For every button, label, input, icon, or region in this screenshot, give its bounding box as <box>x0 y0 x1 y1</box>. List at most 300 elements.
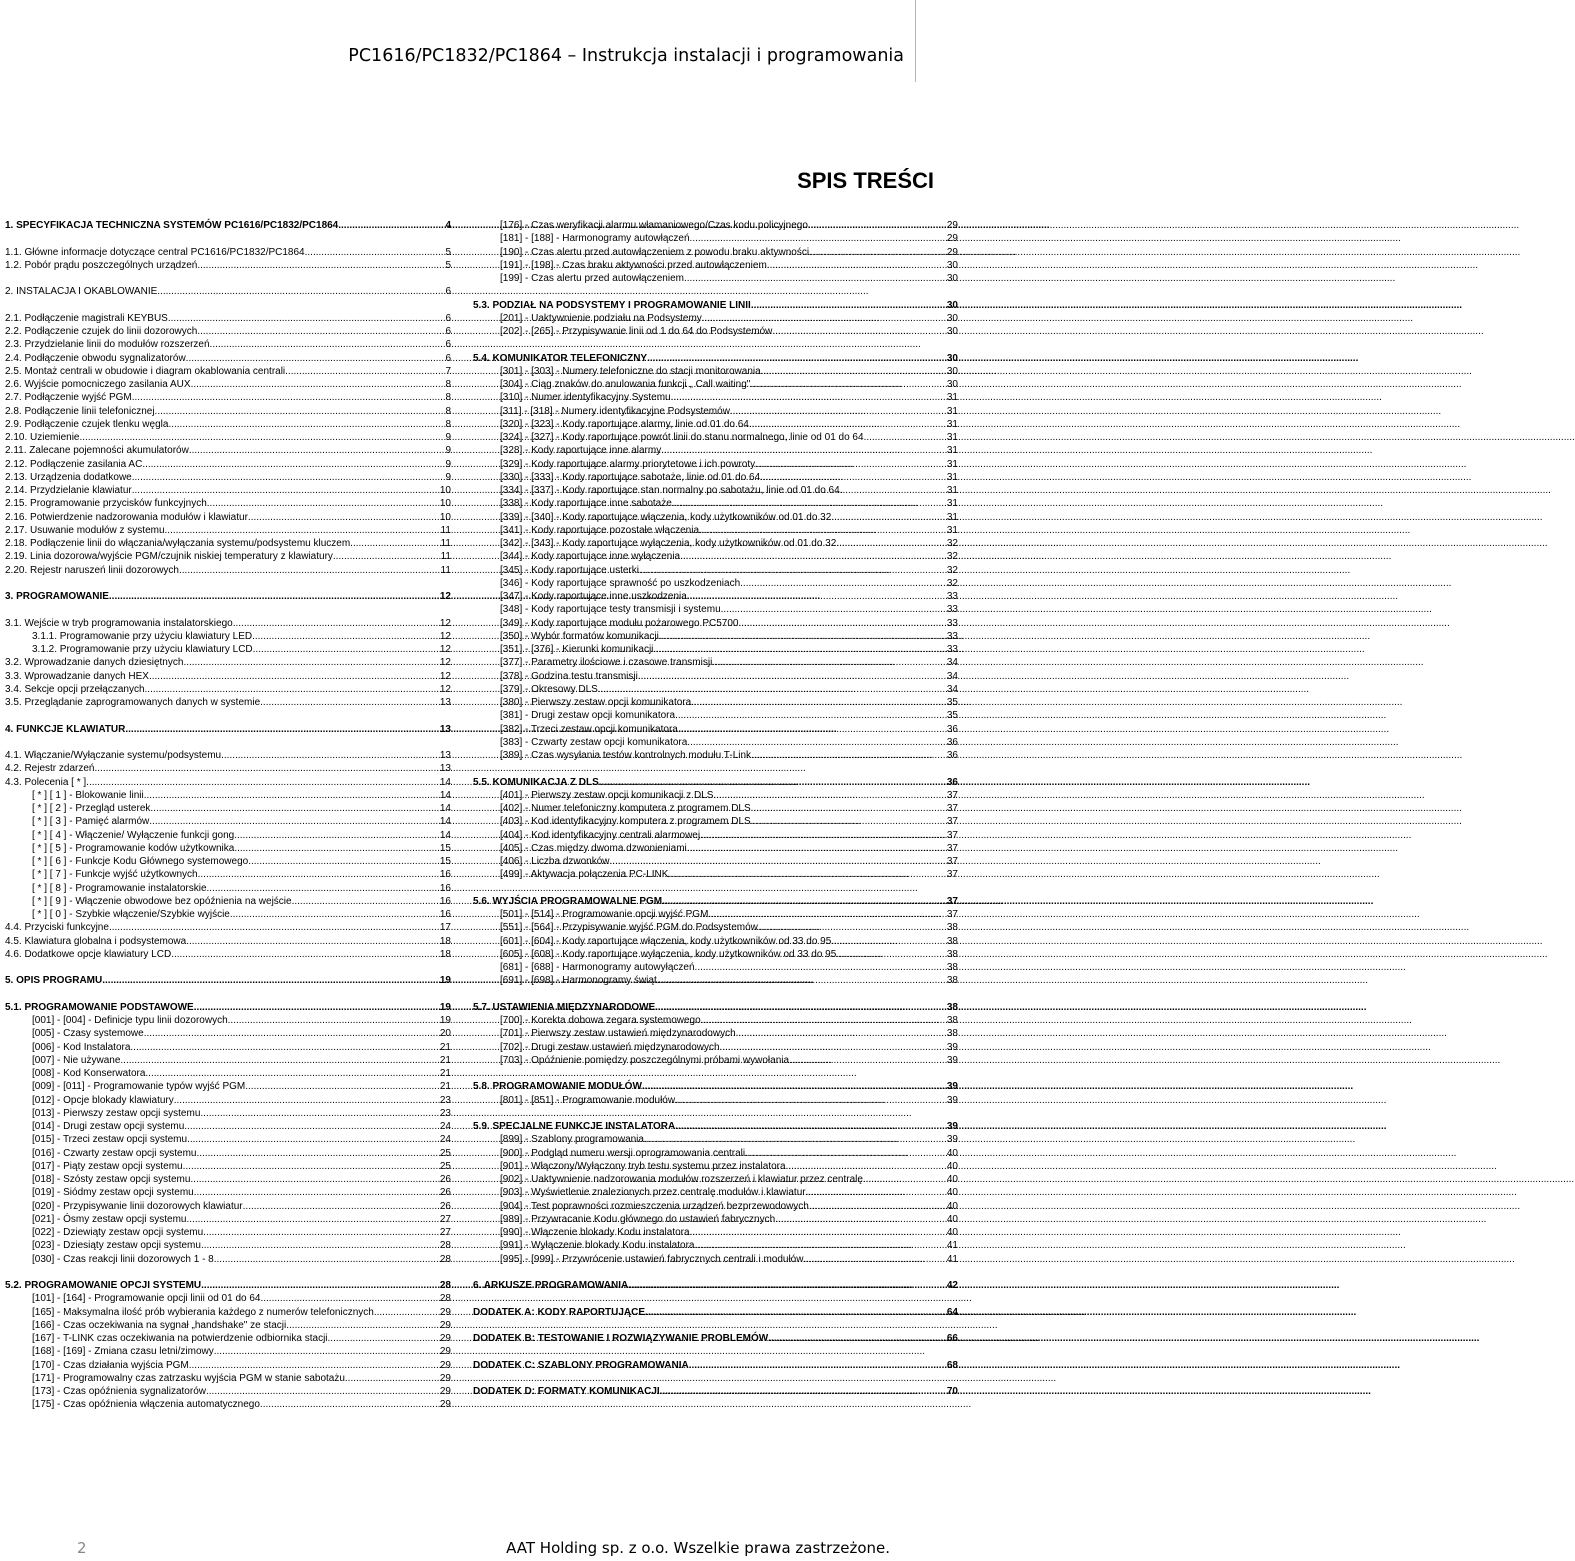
toc-entry-title: [328] - Kody raportujące inne alarmy <box>500 445 662 457</box>
toc-entry[interactable] <box>473 736 958 749</box>
toc-entry[interactable] <box>5 749 451 762</box>
toc-entry-title: 2.9. Podłączenie czujek tlenku węgla <box>5 418 169 430</box>
toc-entry[interactable] <box>5 1067 451 1080</box>
toc-entry[interactable] <box>5 497 451 510</box>
toc-entry[interactable] <box>5 789 451 802</box>
toc-entry[interactable] <box>5 1001 451 1014</box>
toc-entry-page: 34 <box>946 683 958 695</box>
toc-entry-page: 41 <box>946 1240 958 1252</box>
toc-entry[interactable] <box>5 1253 451 1266</box>
toc-entry[interactable] <box>473 577 958 590</box>
toc-entry[interactable] <box>473 974 958 987</box>
toc-leader-dots <box>200 1107 438 1120</box>
toc-entry[interactable] <box>473 1094 958 1107</box>
toc-entry[interactable] <box>473 352 958 365</box>
toc-leader-dots <box>775 1213 946 1226</box>
toc-entry[interactable] <box>5 1359 451 1372</box>
toc-entry-page: 36 <box>946 736 958 748</box>
toc-entry[interactable] <box>473 935 958 948</box>
toc-entry[interactable] <box>5 246 451 259</box>
toc-entry[interactable] <box>5 1200 451 1213</box>
toc-entry[interactable] <box>5 1319 451 1332</box>
toc-entry[interactable] <box>5 511 451 524</box>
toc-leader-dots <box>350 537 439 550</box>
toc-entry-title: [013] - Pierwszy zestaw opcji systemu <box>32 1107 201 1119</box>
toc-entry[interactable] <box>473 590 958 603</box>
toc-entry-title: 2.20. Rejestr naruszeń linii dozorowych <box>5 564 179 576</box>
toc-entry-page: 11 <box>440 564 451 576</box>
toc-entry-page: 13 <box>439 697 451 708</box>
toc-entry-title: [383] - Czwarty zestaw opcji komunikatora <box>500 736 688 748</box>
toc-entry[interactable] <box>5 1014 451 1027</box>
toc-entry-page: 31 <box>946 498 958 510</box>
toc-entry[interactable] <box>5 1120 451 1133</box>
toc-entry[interactable] <box>5 815 451 828</box>
toc-entry[interactable] <box>5 338 451 351</box>
toc-leader-dots <box>179 564 440 577</box>
toc-entry[interactable] <box>5 643 451 656</box>
toc-entry[interactable] <box>5 312 451 325</box>
toc-entry[interactable] <box>5 1107 451 1120</box>
toc-entry[interactable] <box>5 908 451 921</box>
toc-entry-title: [168] - [169] - Zmiana czasu letni/zimowy <box>32 1346 214 1358</box>
toc-entry[interactable] <box>473 418 958 431</box>
toc-entry[interactable] <box>473 299 958 312</box>
toc-entry[interactable] <box>473 471 958 484</box>
toc-entry[interactable] <box>473 1133 958 1146</box>
toc-entry[interactable] <box>473 1160 958 1173</box>
toc-leader-dots <box>260 1292 438 1305</box>
toc-entry[interactable] <box>5 882 451 895</box>
toc-entry[interactable] <box>473 829 958 842</box>
toc-entry-title: 5.9. SPECJALNE FUNKCJE INSTALATORA <box>473 1121 676 1132</box>
toc-entry[interactable] <box>5 418 451 431</box>
toc-entry-page: 14 <box>439 789 451 801</box>
toc-entry-title: [346] - Kody raportujące sprawność po uszkodzeniach <box>500 577 741 589</box>
toc-entry[interactable] <box>5 656 451 669</box>
toc-entry[interactable] <box>5 1173 451 1186</box>
toc-entry-title: 4.3. Polecenia [ * ] <box>5 776 87 788</box>
toc-entry[interactable] <box>473 564 958 577</box>
toc-entry[interactable] <box>473 431 958 444</box>
toc-leader-dots <box>171 948 439 961</box>
toc-entry[interactable] <box>473 1186 958 1199</box>
toc-entry-title: [351] - [376] - Kierunki komunikacji <box>500 644 654 655</box>
toc-entry-title: [702] - Drugi zestaw ustawień międzynarodowych <box>500 1041 720 1053</box>
toc-entry[interactable] <box>473 365 958 378</box>
toc-entry-page: 30 <box>946 299 958 311</box>
toc-entry[interactable] <box>5 829 451 842</box>
toc-entry[interactable] <box>5 802 451 815</box>
toc-entry[interactable] <box>473 1080 958 1093</box>
toc-leader-dots <box>647 352 946 365</box>
toc-leader-dots <box>708 908 945 921</box>
toc-entry-title: [181] - [188] - Harmonogramy autowłączeń <box>500 233 690 245</box>
toc-entry-page: 19 <box>439 1001 451 1013</box>
toc-entry[interactable] <box>5 670 451 683</box>
toc-entry-page: 29 <box>439 1359 451 1371</box>
toc-entry[interactable] <box>5 1226 451 1239</box>
toc-entry[interactable] <box>5 219 451 232</box>
toc-entry[interactable] <box>5 723 451 736</box>
toc-leader-dots <box>768 1332 946 1345</box>
toc-entry[interactable] <box>473 1279 958 1292</box>
toc-entry-page: 11 <box>440 551 451 563</box>
toc-entry[interactable] <box>5 1385 451 1398</box>
toc-entry[interactable] <box>473 537 958 550</box>
toc-entry-title: [ * ] [ 0 ] - Szybkie włączenie/Szybkie wyjście <box>32 909 230 920</box>
toc-entry-title: [330] - [333] - Kody raportujące sabotaże, linie od 01 do 64 <box>500 471 761 483</box>
toc-entry-title: [202] - [265] - Przypisywanie linii od 1 do 64 do Podsystemów <box>500 326 773 337</box>
toc-entry-page: 12 <box>439 591 451 602</box>
toc-entry-page: 33 <box>946 591 958 602</box>
toc-entry-page: 31 <box>946 524 958 536</box>
toc-entry-title: [995] - [999] - Przywrócenie ustawień fabrycznych centrali i modułów <box>500 1253 804 1265</box>
toc-entry[interactable] <box>5 696 451 709</box>
toc-entry-title: [404] - Kod identyfikacyjny centrali alarmowej <box>500 829 701 841</box>
toc-entry-page: 40 <box>946 1227 958 1238</box>
toc-entry[interactable] <box>5 259 451 272</box>
toc-leader-dots <box>228 1014 439 1027</box>
toc-leader-dots <box>761 365 946 378</box>
toc-entry-title: [701] - Pierwszy zestaw ustawień międzynarodowych <box>500 1028 736 1040</box>
toc-entry-page: 21 <box>439 1041 451 1053</box>
toc-entry-page: 30 <box>946 259 958 271</box>
toc-leader-dots <box>155 405 445 418</box>
toc-entry[interactable] <box>473 656 958 669</box>
toc-entry[interactable] <box>5 762 451 775</box>
toc-leader-dots <box>186 352 445 365</box>
toc-entry-page: 38 <box>946 922 958 934</box>
toc-leader-dots <box>809 1200 946 1213</box>
toc-leader-dots <box>145 683 439 696</box>
toc-entry[interactable] <box>5 1054 451 1067</box>
toc-entry[interactable] <box>5 776 451 789</box>
toc-entry-page: 23 <box>439 1107 451 1119</box>
toc-entry[interactable] <box>473 643 958 656</box>
toc-entry[interactable] <box>473 961 958 974</box>
toc-entry[interactable] <box>473 1147 958 1160</box>
toc-entry-title: 2.16. Potwierdzenie nadzorowania modułów i klawiatur <box>5 511 248 523</box>
toc-entry[interactable] <box>5 1306 451 1319</box>
toc-entry-title: DODATEK A: KODY RAPORTUJĄCE <box>473 1306 646 1318</box>
toc-entry[interactable] <box>5 285 451 298</box>
toc-entry[interactable] <box>473 1213 958 1226</box>
toc-entry[interactable] <box>5 1279 451 1292</box>
toc-entry[interactable] <box>473 1385 958 1398</box>
toc-entry[interactable] <box>5 868 451 881</box>
toc-entry[interactable] <box>5 484 451 497</box>
toc-leader-dots <box>638 670 946 683</box>
toc-entry[interactable] <box>473 1253 958 1266</box>
toc-entry[interactable] <box>473 709 958 722</box>
toc-entry-title: DODATEK C: SZABLONY PROGRAMOWANIA <box>473 1359 689 1371</box>
toc-entry[interactable] <box>5 1133 451 1146</box>
toc-entry[interactable] <box>5 1213 451 1226</box>
toc-entry-title: 2.4. Podłączenie obwodu sygnalizatorów <box>5 352 186 364</box>
toc-entry[interactable] <box>473 921 958 934</box>
toc-entry-page: 16 <box>439 882 451 894</box>
toc-entry[interactable] <box>473 630 958 643</box>
toc-leader-dots <box>751 815 946 828</box>
toc-entry-page: 11 <box>440 538 451 549</box>
toc-entry-title: [499] - Aktywacja połączenia PC-LINK <box>500 869 669 881</box>
toc-entry-title: [ * ] [ 1 ] - Blokowanie linii <box>32 789 144 801</box>
toc-entry[interactable] <box>473 391 958 404</box>
toc-entry[interactable] <box>473 259 958 272</box>
toc-entry-title: 1.2. Pobór prądu poszczególnych urządzeń <box>5 259 198 271</box>
toc-entry-title: [190] - Czas alertu przed autowłączeniem z powodu braku aktywności <box>500 246 810 258</box>
toc-leader-dots <box>702 312 946 325</box>
toc-entry[interactable] <box>5 458 451 471</box>
toc-entry[interactable] <box>5 1372 451 1385</box>
toc-entry[interactable] <box>473 603 958 616</box>
toc-leader-dots <box>234 829 439 842</box>
toc-entry[interactable] <box>473 1173 958 1186</box>
toc-entry[interactable] <box>473 1226 958 1239</box>
toc-entry[interactable] <box>5 1080 451 1093</box>
toc-leader-dots <box>186 935 439 948</box>
toc-entry[interactable] <box>473 776 958 789</box>
toc-entry[interactable] <box>473 272 958 285</box>
header-title: PC1616/PC1832/PC1864 – Instrukcja instalacji i programowania <box>348 46 904 66</box>
toc-entry-page: 29 <box>946 246 958 258</box>
toc-leader-dots <box>253 643 439 656</box>
toc-entry[interactable] <box>5 1160 451 1173</box>
toc-entry-page: 9 <box>445 471 451 483</box>
toc-entry-title: 3. PROGRAMOWANIE <box>5 591 109 602</box>
toc-entry[interactable] <box>473 511 958 524</box>
toc-entry-title: 2.13. Urządzenia dodatkowe <box>5 471 132 483</box>
toc-entry[interactable] <box>473 1359 958 1372</box>
toc-entry-title: [324] - [327] - Kody raportujące powrót linii do stanu normalnego, linie od 01 do 64 <box>500 432 864 443</box>
toc-entry-page: 39 <box>946 1054 958 1066</box>
toc-entry-title: [023] - Dziesiąty zestaw opcji systemu <box>32 1240 201 1252</box>
toc-entry-title: [101] - [164] - Programowanie opcji linii od 01 do 64 <box>32 1293 261 1305</box>
toc-entry[interactable] <box>473 1027 958 1040</box>
toc-entry-title: DODATEK D: FORMATY KOMUNIKACJI <box>473 1386 660 1397</box>
toc-entry[interactable] <box>5 1332 451 1345</box>
toc-entry[interactable] <box>5 630 451 643</box>
toc-leader-dots <box>191 378 445 391</box>
toc-entry[interactable] <box>473 908 958 921</box>
toc-leader-dots <box>214 1345 439 1358</box>
toc-entry[interactable] <box>5 564 451 577</box>
toc-entry-page: 8 <box>445 392 451 404</box>
toc-entry-title: 5. OPIS PROGRAMU <box>5 975 103 987</box>
toc-entry-page: 19 <box>439 975 451 987</box>
toc-entry[interactable] <box>473 484 958 497</box>
toc-entry-page: 31 <box>946 418 958 430</box>
toc-entry[interactable] <box>473 312 958 325</box>
toc-entry[interactable] <box>5 842 451 855</box>
header-divider <box>915 0 916 82</box>
toc-leader-dots <box>233 617 439 630</box>
toc-entry[interactable] <box>473 617 958 630</box>
toc-entry[interactable] <box>473 1120 958 1133</box>
toc-entry[interactable] <box>473 842 958 855</box>
toc-entry-title: 5.4. KOMUNIKATOR TELEFONICZNY <box>473 352 648 364</box>
toc-leader-dots <box>144 789 439 802</box>
toc-entry[interactable] <box>5 431 451 444</box>
toc-entry[interactable] <box>5 325 451 338</box>
toc-entry[interactable] <box>5 1292 451 1305</box>
toc-entry[interactable] <box>5 1027 451 1040</box>
toc-entry[interactable] <box>473 696 958 709</box>
toc-entry[interactable] <box>473 232 958 245</box>
toc-entry-page: 37 <box>946 803 958 814</box>
toc-entry[interactable] <box>473 378 958 391</box>
toc-entry[interactable] <box>5 444 451 457</box>
toc-entry[interactable] <box>5 550 451 563</box>
toc-entry-page: 31 <box>946 445 958 457</box>
toc-entry[interactable] <box>473 524 958 537</box>
toc-leader-dots <box>789 1054 946 1067</box>
toc-entry[interactable] <box>473 550 958 563</box>
toc-entry-title: [989] - Przywracanie Kodu głównego do ustawień fabrycznych <box>500 1213 776 1225</box>
toc-entry[interactable] <box>5 683 451 696</box>
toc-entry[interactable] <box>5 935 451 948</box>
toc-entry[interactable] <box>5 1186 451 1199</box>
toc-leader-dots <box>203 1226 439 1239</box>
toc-entry-title: 3.3. Wprowadzanie danych HEX <box>5 670 149 682</box>
toc-entry-title: 3.1.1. Programowanie przy użyciu klawiatury LED <box>32 630 253 642</box>
toc-leader-dots <box>260 696 439 709</box>
toc-entry-title: [015] - Trzeci zestaw opcji systemu <box>32 1134 188 1146</box>
toc-entry-title: 2.2. Podłączenie czujek do linii dozorowych <box>5 326 198 337</box>
toc-leader-dots <box>644 1133 946 1146</box>
toc-leader-dots <box>189 444 445 457</box>
toc-entry[interactable] <box>5 524 451 537</box>
toc-entry-page: 29 <box>439 1399 451 1411</box>
toc-entry[interactable] <box>5 921 451 934</box>
toc-leader-dots <box>234 842 439 855</box>
toc-entry-page: 29 <box>946 220 958 231</box>
toc-entry-page: 38 <box>946 1001 958 1013</box>
toc-entry[interactable] <box>473 670 958 683</box>
toc-leader-dots <box>197 1147 439 1160</box>
toc-entry[interactable] <box>5 895 451 908</box>
toc-entry-page: 21 <box>439 1081 451 1093</box>
toc-entry[interactable] <box>5 378 451 391</box>
toc-entry-title: [001] - [004] - Definicje typu linii dozorowych <box>32 1015 228 1026</box>
toc-entry-page: 33 <box>946 604 958 616</box>
toc-entry[interactable] <box>5 617 451 630</box>
toc-entry[interactable] <box>5 1239 451 1252</box>
toc-entry[interactable] <box>5 948 451 961</box>
toc-entry-page: 29 <box>439 1346 451 1358</box>
toc-entry[interactable] <box>473 895 958 908</box>
toc-entry[interactable] <box>473 1306 958 1319</box>
toc-entry-title: [601] - [604] - Kody raportujące włączenia, kody użytkowników od 33 do 95 <box>500 935 832 947</box>
toc-entry[interactable] <box>473 325 958 338</box>
toc-entry[interactable] <box>5 590 451 603</box>
toc-entry[interactable] <box>5 855 451 868</box>
toc-entry[interactable] <box>5 365 451 378</box>
toc-leader-dots <box>345 1372 439 1385</box>
toc-entry-page: 28 <box>439 1293 451 1305</box>
toc-entry-page: 29 <box>439 1306 451 1318</box>
toc-entry-page: 40 <box>946 1187 958 1199</box>
toc-entry[interactable] <box>473 444 958 457</box>
toc-entry-page: 6 <box>445 339 451 351</box>
toc-entry[interactable] <box>473 683 958 696</box>
toc-entry[interactable] <box>5 405 451 418</box>
toc-entry[interactable] <box>473 1001 958 1014</box>
toc-entry[interactable] <box>473 1014 958 1027</box>
toc-entry[interactable] <box>5 537 451 550</box>
toc-entry[interactable] <box>473 789 958 802</box>
toc-entry-title: [016] - Czwarty zestaw opcji systemu <box>32 1147 197 1159</box>
toc-entry[interactable] <box>473 219 958 232</box>
toc-entry-title: [901] - Włączony/Wyłączony tryb testu systemu przez instalatora <box>500 1160 786 1172</box>
toc-entry-page: 40 <box>946 1213 958 1225</box>
toc-entry-page: 14 <box>439 829 451 841</box>
toc-entry-title: [191] - [198] - Czas braku aktywności przed autowłączeniem <box>500 259 767 271</box>
toc-entry[interactable] <box>473 458 958 471</box>
toc-entry-title: [345] - Kody raportujące usterki <box>500 564 639 576</box>
toc-leader-dots <box>675 1120 946 1133</box>
toc-entry[interactable] <box>473 405 958 418</box>
toc-entry-title: 2.10. Uziemienie <box>5 432 80 443</box>
toc-entry[interactable] <box>473 948 958 961</box>
toc-entry[interactable] <box>5 391 451 404</box>
toc-entry[interactable] <box>5 974 451 987</box>
toc-entry[interactable] <box>5 471 451 484</box>
toc-entry[interactable] <box>473 246 958 259</box>
toc-entry[interactable] <box>473 815 958 828</box>
toc-leader-dots <box>712 656 946 669</box>
toc-entry[interactable] <box>473 1054 958 1067</box>
toc-entry-page: 30 <box>946 312 958 324</box>
toc-leader-dots <box>675 709 946 722</box>
toc-entry[interactable] <box>5 1147 451 1160</box>
toc-entry-page: 38 <box>946 1028 958 1040</box>
toc-entry[interactable] <box>5 352 451 365</box>
toc-entry-page: 37 <box>946 829 958 841</box>
toc-entry[interactable] <box>5 1398 451 1411</box>
toc-leader-dots <box>836 948 946 961</box>
toc-leader-dots <box>760 471 946 484</box>
toc-entry[interactable] <box>473 868 958 881</box>
toc-entry[interactable] <box>5 1345 451 1358</box>
toc-entry[interactable] <box>5 1094 451 1107</box>
toc-entry[interactable] <box>473 1041 958 1054</box>
toc-leader-dots <box>207 882 439 895</box>
toc-entry-title: 2.11. Zalecane pojemności akumulatorów <box>5 445 189 457</box>
toc-entry-page: 30 <box>946 326 958 337</box>
toc-entry-page: 38 <box>946 962 958 973</box>
toc-entry-title: [501] - [514] - Programowanie opcji wyjść PGM <box>500 909 709 920</box>
toc-leader-dots <box>786 1160 946 1173</box>
toc-entry-title: [350] - Wybór formatów komunikacji <box>500 630 659 642</box>
toc-leader-dots <box>197 325 444 338</box>
toc-entry[interactable] <box>473 749 958 762</box>
toc-leader-dots <box>690 232 946 245</box>
toc-entry[interactable] <box>473 497 958 510</box>
toc-entry[interactable] <box>473 1200 958 1213</box>
toc-entry-page: 15 <box>439 856 451 867</box>
toc-entry[interactable] <box>5 1041 451 1054</box>
toc-entry[interactable] <box>473 1239 958 1252</box>
toc-entry[interactable] <box>473 802 958 815</box>
toc-entry-page: 31 <box>946 485 958 496</box>
toc-left-column <box>5 219 451 1412</box>
toc-entry[interactable] <box>473 1332 958 1345</box>
toc-entry[interactable] <box>473 855 958 868</box>
toc-entry-page: 12 <box>439 670 451 682</box>
toc-entry[interactable] <box>473 723 958 736</box>
